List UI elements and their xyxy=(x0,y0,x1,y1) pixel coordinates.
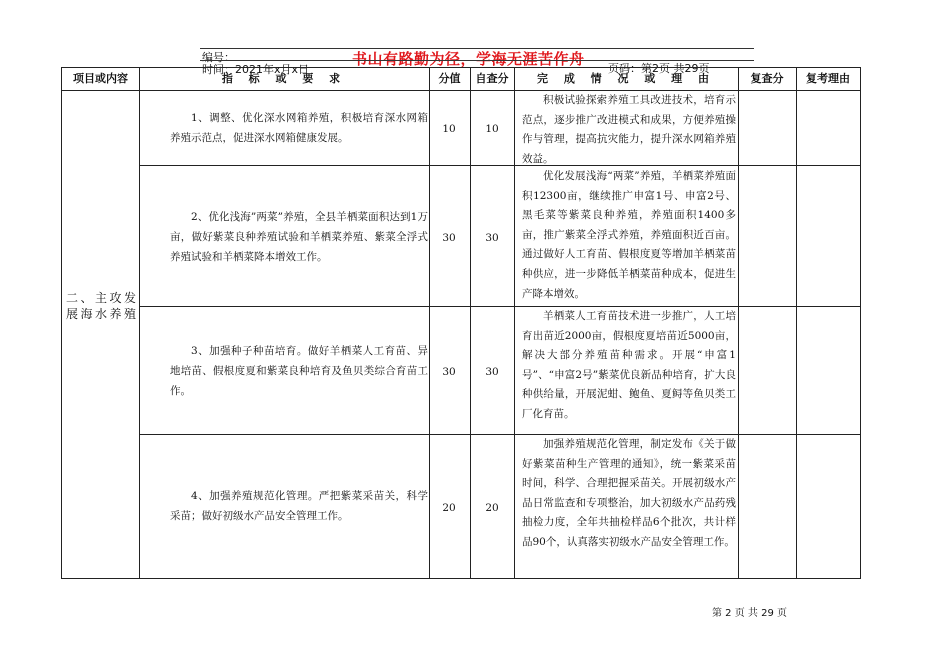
score-cell: 10 xyxy=(442,123,456,135)
col-header-requirement: 指 标 或 要 求 xyxy=(221,72,347,85)
header-rule-bottom xyxy=(200,60,754,61)
self-score-cell: 10 xyxy=(485,123,499,135)
col-divider xyxy=(514,68,515,578)
col-header-completion: 完 成 情 况 或 理 由 xyxy=(537,72,715,85)
page-footer: 第 2 页 共 29 页 xyxy=(712,608,787,619)
row-rule xyxy=(139,165,860,166)
col-header-review-score: 复查分 xyxy=(750,72,784,85)
requirement-cell: 1、调整、优化深水网箱养殖，积极培育深水网箱养殖示范点，促进深水网箱健康发展。 xyxy=(170,112,428,144)
completion-cell: 积极试验探索养殖工具改进技术，培育示范点，逐步推广改进模式和成果，方便养殖操作与管理，提高抗灾能力，提升深水网箱养殖效益。 xyxy=(522,94,736,165)
completion-cell: 加强养殖规范化管理，制定发布《关于做好紫菜苗种生产管理的通知》，统一紫菜采苗时间，科学、合理把握采苗关。开展初级水产品日常监查和专项整治，加大初级水产品药残抽检力度，全年共抽检样品6个批次，共计样品90个，认真落实初级水产品安全管理工作。 xyxy=(522,438,736,548)
col-header-self-score: 自查分 xyxy=(475,72,509,85)
code-label: 编号： xyxy=(202,51,235,64)
requirement-cell: 4、加强养殖规范化管理。严把紫菜采苗关，科学采苗；做好初级水产品安全管理工作。 xyxy=(170,490,428,522)
slogan: 书山有路勤为径，学海无涯苦作舟 xyxy=(352,50,585,68)
self-score-cell: 30 xyxy=(485,366,499,378)
completion-cell: 羊栖菜人工育苗技术进一步推广，人工培育出苗近2000亩，假根度夏培苗近5000亩，解决大部分养殖苗种需求。开展“申富1号”、“申富2号”紫菜优良新品种培育，扩大良种供给量，开展泥蚶、鲍鱼、夏鲟等鱼贝类工厂化育苗。 xyxy=(522,310,736,420)
score-cell: 30 xyxy=(442,366,456,378)
requirement-cell: 2、优化浅海”两菜”养殖，全县羊栖菜面积达到1万亩，做好紫菜良种养殖试验和羊栖菜养殖、紫菜全浮式养殖试验和羊栖菜降本增效工作。 xyxy=(170,211,428,263)
score-cell: 20 xyxy=(442,502,456,514)
assessment-table xyxy=(61,67,861,579)
self-score-cell: 30 xyxy=(485,232,499,244)
row-rule xyxy=(139,306,860,307)
col-divider xyxy=(139,68,140,578)
score-cell: 30 xyxy=(442,232,456,244)
col-divider xyxy=(738,68,739,578)
completion-cell: 优化发展浅海“两菜”养殖，羊栖菜养殖面积12300亩，继续推广申富1号、申富2号、黑毛菜等紫菜良种养殖，养殖面积1400多亩，推广紫菜全浮式养殖，养殖面积近百亩。通过做好人工育苗、假根度夏等增加羊栖菜苗种供应，进一步降低羊栖菜苗种成本，促进生产降本增效。 xyxy=(522,170,736,300)
col-divider xyxy=(796,68,797,578)
self-score-cell: 20 xyxy=(485,502,499,514)
col-divider xyxy=(470,68,471,578)
section-label: 二、主攻发展海水养殖 xyxy=(66,291,136,321)
time-label: 时间：2021年x月x日 xyxy=(202,63,310,76)
col-header-item: 项目或内容 xyxy=(73,72,128,85)
col-header-review-reason: 复考理由 xyxy=(806,72,850,85)
header-rule xyxy=(62,90,860,91)
row-rule xyxy=(139,434,860,435)
requirement-cell: 3、加强种子种苗培育。做好羊栖菜人工育苗、异地培苗、假根度夏和紫菜良种培育及鱼贝类综合育苗工作。 xyxy=(170,345,428,397)
page-code: 页码：第2页 共29页 xyxy=(608,62,710,75)
col-header-score: 分值 xyxy=(438,72,461,85)
